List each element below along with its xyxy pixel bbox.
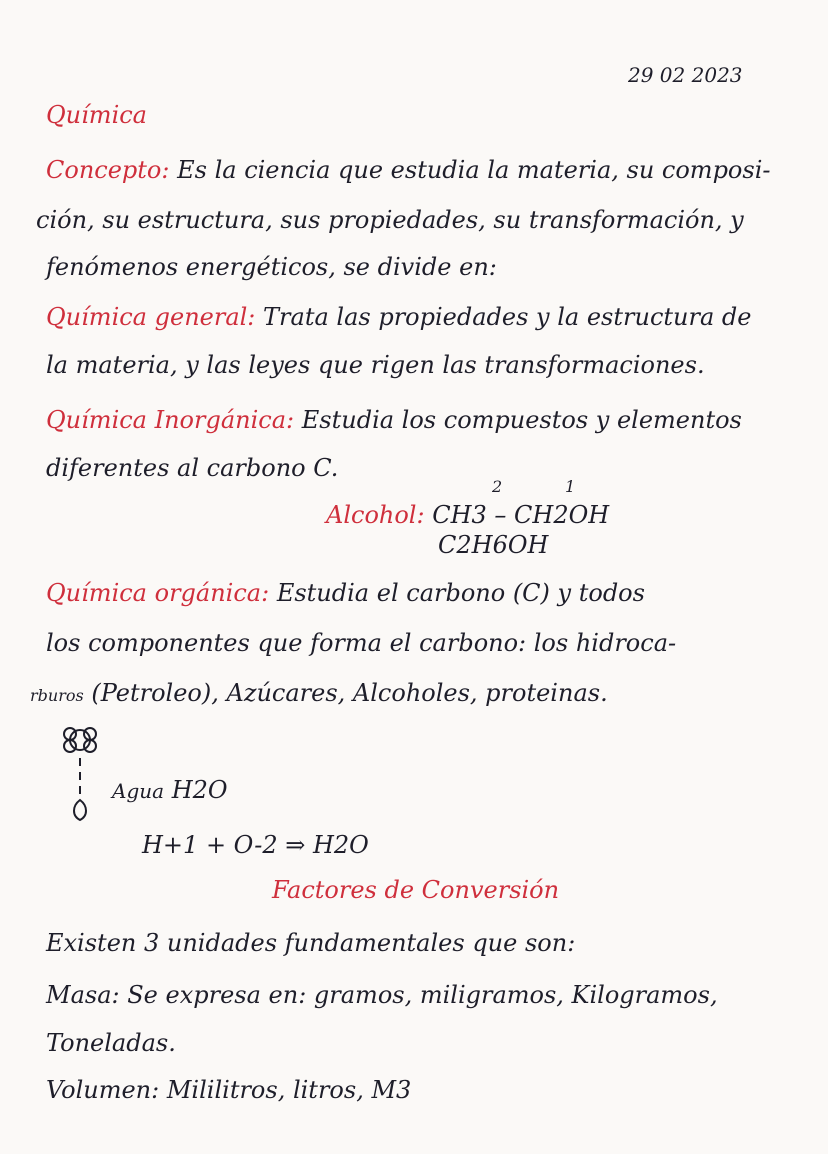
concept-line-1 xyxy=(46,155,770,185)
inorganic-line-2: diferentes al carbono C. xyxy=(46,454,339,482)
alcohol-formula-2: C2H6OH xyxy=(438,531,549,559)
mass-line-2: Toneladas. xyxy=(46,1029,176,1057)
organic-line-3 xyxy=(30,678,608,711)
conversion-title: Factores de Conversión xyxy=(272,876,560,904)
alcohol-num-left: 2 xyxy=(492,477,503,496)
mass-text: Se expresa en: gramos, miligramos, Kilogramos, xyxy=(127,981,718,1009)
water-formula: H2O xyxy=(171,776,228,804)
volume-label: Volumen: xyxy=(46,1076,160,1104)
volume-text: Mililitros, litros, M3 xyxy=(166,1076,412,1104)
alcohol-num-right: 1 xyxy=(565,477,576,496)
concept-line-2: ción, su estructura, sus propiedades, su transformación, y xyxy=(36,206,744,234)
inorganic-line-1 xyxy=(46,405,742,435)
concept-text-1: Es la ciencia que estudia la materia, su composi- xyxy=(177,156,771,184)
flower-doodle-icon xyxy=(50,718,110,828)
general-line-2: la materia, y las leyes que rigen las transformaciones. xyxy=(46,351,705,379)
inorganic-label: Química Inorgánica: xyxy=(46,406,295,434)
organic-text-1: Estudia el carbono (C) y todos xyxy=(276,579,645,607)
date: 29 02 2023 xyxy=(628,63,743,87)
water-label: Agua xyxy=(112,779,165,803)
alcohol-line xyxy=(326,500,609,530)
water-reaction: H+1 + O-2 ⇒ H2O xyxy=(142,831,369,859)
organic-prefix: rburos xyxy=(30,686,84,705)
concept-line-3: fenómenos energéticos, se divide en: xyxy=(46,253,497,281)
general-label: Química general: xyxy=(46,303,256,331)
organic-text-3: (Petroleo), Azúcares, Alcoholes, proteinas. xyxy=(91,679,608,707)
organic-line-1 xyxy=(46,578,645,608)
water-line xyxy=(112,775,228,806)
general-text-1: Trata las propiedades y la estructura de xyxy=(263,303,752,331)
volume-line xyxy=(46,1075,411,1105)
mass-line xyxy=(46,980,718,1010)
conversion-intro: Existen 3 unidades fundamentales que son: xyxy=(46,929,576,957)
mass-label: Masa: xyxy=(46,981,120,1009)
alcohol-formula-1: CH3 – CH2OH xyxy=(432,501,610,529)
concept-label: Concepto: xyxy=(46,156,170,184)
alcohol-label: Alcohol: xyxy=(326,501,425,529)
page-title: Química xyxy=(46,101,147,129)
organic-line-2: los componentes que forma el carbono: los hidroca- xyxy=(46,629,677,657)
general-line-1 xyxy=(46,302,751,332)
organic-label: Química orgánica: xyxy=(46,579,270,607)
inorganic-text-1: Estudia los compuestos y elementos xyxy=(301,406,742,434)
